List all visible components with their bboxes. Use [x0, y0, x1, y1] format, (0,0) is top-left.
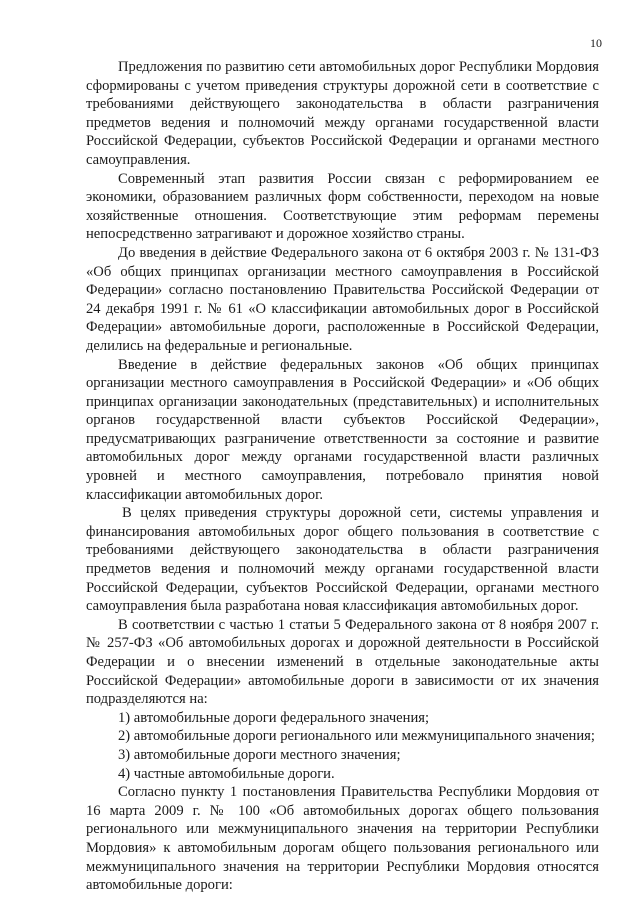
list-item: 3) автомобильные дороги местного значения;: [118, 746, 401, 763]
paragraph-law-257: В соответствии с частью 1 статьи 5 Федерального закона от 8 ноября 2007 г. № 257-ФЗ «Об автомобильных дорогах и дорожной деятельности в Российской Федерации и о внесении изменений в отдельные законодательные акты Российской Федерации» автомобильные дороги в зависимости от их значения подразделяются на:: [86, 616, 599, 708]
document-body: [86, 58, 599, 895]
paragraph-current-stage: Современный этап развития России связан с реформированием ее экономики, образованием различных форм собственности, переходом на новые хозяйственные отношения. Соответствующие этим реформам перемены непосредственно затрагивают и дорожное хозяйство страны.: [86, 170, 599, 243]
list-item: 2) автомобильные дороги регионального или межмуниципального значения;: [118, 728, 595, 745]
paragraph-resolution-100: Согласно пункту 1 постановления Правительства Республики Мордовия от 16 марта 2009 г. № 100 «Об автомобильных дорогах общего пользования регионального или межмуниципального значения на территории Республики Мордовия» к автомобильным дорогам общего пользования регионального или межмуниципального значения на территории Республики Мордовия относятся автомобильные дороги:: [86, 784, 599, 894]
list-item: 4) частные автомобильные дороги.: [118, 765, 335, 782]
paragraph-before-law-131: До введения в действие Федерального закона от 6 октября 2003 г. № 131-ФЗ «Об общих принципах организации местного самоуправления в Российской Федерации» согласно постановлению Правительства Российской Федерации от 24 декабря 1991 г. № 61 «О классификации автомобильных дорог в Российской Федерации» автомобильные дороги, расположенные в Российской Федерации, делились на федеральные и региональные.: [86, 244, 599, 354]
paragraph-proposals: Предложения по развитию сети автомобильных дорог Республики Мордовия сформированы с учетом приведения структуры дорожной сети в соответствие с требованиями действующего законодательства в области разграничения предметов ведения и полномочий между органами государственной власти Российской Федерации, субъектов Российской Федерации и органами местного самоуправления.: [86, 59, 599, 168]
list-item: 1) автомобильные дороги федерального значения;: [118, 709, 430, 726]
page-number: 10: [590, 36, 602, 50]
paragraph-federal-laws: Введение в действие федеральных законов «Об общих принципах организации местного самоуправления в Российской Федерации» и «Об общих принципах организации законодательных (представительных) и исполнительных органов государственной власти субъектов Российской Федерации», предусматривающих разграничение ответственности за состояние и развитие автомобильных дорог между органами государственной власти различных уровней и местного самоуправления, потребовало принятия новой классификации автомобильных дорог.: [86, 356, 599, 503]
paragraph-new-classification: В целях приведения структуры дорожной сети, системы управления и финансирования автомобильных дорог общего пользования в соответствие с требованиями действующего законодательства в области разграничения предметов ведения и полномочий между органами государственной власти Российской Федерации, субъектов Российской Федерации, органами местного самоуправления была разработана новая классификация автомобильных дорог.: [86, 505, 599, 615]
